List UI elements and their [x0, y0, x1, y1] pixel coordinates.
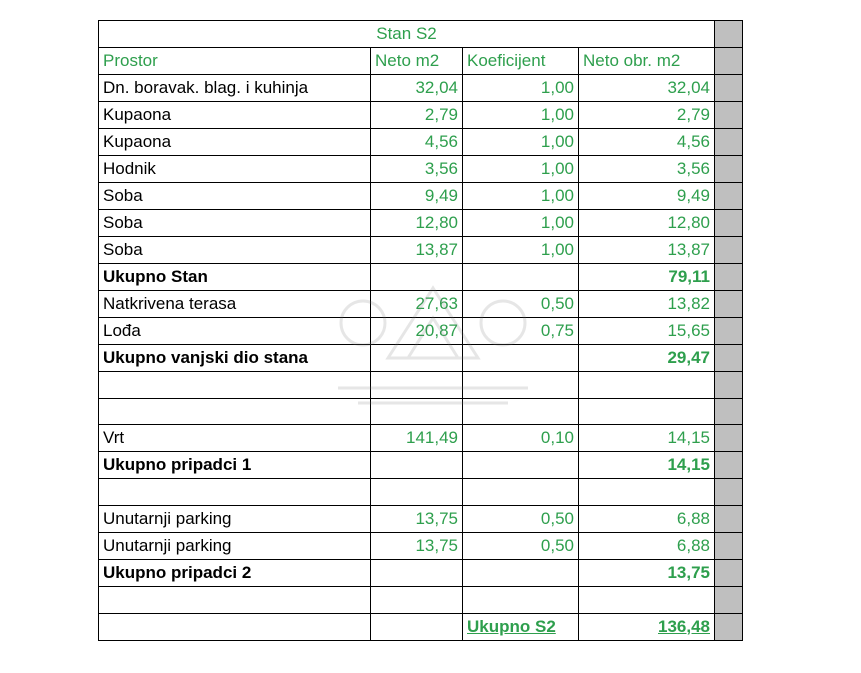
total-row — [99, 452, 743, 479]
empty-cell — [371, 452, 463, 479]
cell-neto-obr: 9,49 — [579, 183, 715, 210]
empty-row — [99, 398, 743, 425]
total-row — [99, 560, 743, 587]
empty-cell — [99, 398, 371, 425]
cell-neto: 20,87 — [371, 318, 463, 345]
empty-cell — [579, 398, 715, 425]
gray-column-cell — [715, 129, 743, 156]
empty-cell — [463, 479, 579, 506]
cell-total-value: 79,11 — [579, 264, 715, 291]
gray-column-cell — [715, 102, 743, 129]
empty-cell — [371, 560, 463, 587]
empty-cell — [371, 587, 463, 614]
cell-prostor: Soba — [99, 237, 371, 264]
cell-total-label: Ukupno pripadci 1 — [99, 452, 371, 479]
gray-column-cell — [715, 291, 743, 318]
empty-row — [99, 479, 743, 506]
gray-column-cell — [715, 237, 743, 264]
cell-prostor: Soba — [99, 210, 371, 237]
empty-cell — [579, 479, 715, 506]
grand-total-value: 136,48 — [579, 613, 715, 640]
cell-neto-obr: 12,80 — [579, 210, 715, 237]
empty-cell — [579, 587, 715, 614]
grand-total-label: Ukupno S2 — [463, 613, 579, 640]
cell-neto-obr: 13,82 — [579, 291, 715, 318]
cell-neto-obr: 3,56 — [579, 156, 715, 183]
gray-column-cell — [715, 398, 743, 425]
cell-total-label: Ukupno Stan — [99, 264, 371, 291]
cell-neto-obr: 4,56 — [579, 129, 715, 156]
cell-prostor: Hodnik — [99, 156, 371, 183]
empty-cell — [463, 560, 579, 587]
cell-prostor: Vrt — [99, 425, 371, 452]
table-row — [99, 129, 743, 156]
gray-column-cell — [715, 425, 743, 452]
table-row — [99, 183, 743, 210]
header-neto: Neto m2 — [371, 48, 463, 75]
gray-column-cell — [715, 560, 743, 587]
empty-cell — [463, 452, 579, 479]
cell-neto: 141,49 — [371, 425, 463, 452]
cell-neto-obr: 13,87 — [579, 237, 715, 264]
table-row — [99, 237, 743, 264]
cell-koeficijent: 1,00 — [463, 210, 579, 237]
empty-cell — [463, 345, 579, 372]
empty-cell — [371, 372, 463, 399]
cell-prostor: Kupaona — [99, 102, 371, 129]
gray-column-cell — [715, 183, 743, 210]
cell-koeficijent: 1,00 — [463, 129, 579, 156]
cell-neto-obr: 32,04 — [579, 75, 715, 102]
empty-row — [99, 372, 743, 399]
gray-column-cell — [715, 210, 743, 237]
table-row — [99, 156, 743, 183]
gray-column-cell — [715, 345, 743, 372]
cell-neto-obr: 15,65 — [579, 318, 715, 345]
cell-neto: 27,63 — [371, 291, 463, 318]
cell-neto: 13,75 — [371, 506, 463, 533]
cell-neto: 9,49 — [371, 183, 463, 210]
total-row — [99, 345, 743, 372]
gray-column-cell — [715, 372, 743, 399]
cell-koeficijent: 1,00 — [463, 183, 579, 210]
empty-cell — [371, 479, 463, 506]
title-row — [99, 21, 743, 48]
empty-cell — [99, 372, 371, 399]
table-row — [99, 506, 743, 533]
cell-neto-obr: 2,79 — [579, 102, 715, 129]
empty-cell — [371, 613, 463, 640]
header-koeficijent: Koeficijent — [463, 48, 579, 75]
cell-neto: 4,56 — [371, 129, 463, 156]
gray-column-cell — [715, 75, 743, 102]
empty-cell — [463, 587, 579, 614]
total-row — [99, 264, 743, 291]
gray-column-cell — [715, 452, 743, 479]
cell-prostor: Natkrivena terasa — [99, 291, 371, 318]
gray-column-cell — [715, 21, 743, 48]
empty-cell — [463, 398, 579, 425]
cell-koeficijent: 0,75 — [463, 318, 579, 345]
gray-column-cell — [715, 318, 743, 345]
header-prostor: Prostor — [99, 48, 371, 75]
cell-total-value: 13,75 — [579, 560, 715, 587]
cell-koeficijent: 1,00 — [463, 75, 579, 102]
header-neto-obr: Neto obr. m2 — [579, 48, 715, 75]
table-row — [99, 318, 743, 345]
empty-cell — [371, 345, 463, 372]
gray-column-cell — [715, 613, 743, 640]
cell-koeficijent: 1,00 — [463, 102, 579, 129]
cell-neto: 13,87 — [371, 237, 463, 264]
cell-neto-obr: 6,88 — [579, 533, 715, 560]
cell-neto-obr: 6,88 — [579, 506, 715, 533]
cell-neto: 12,80 — [371, 210, 463, 237]
cell-neto: 3,56 — [371, 156, 463, 183]
cell-koeficijent: 0,50 — [463, 291, 579, 318]
table-row — [99, 425, 743, 452]
empty-cell — [99, 613, 371, 640]
empty-cell — [371, 398, 463, 425]
cell-neto: 2,79 — [371, 102, 463, 129]
gray-column-cell — [715, 48, 743, 75]
gray-column-cell — [715, 587, 743, 614]
cell-prostor: Unutarnji parking — [99, 506, 371, 533]
cell-total-value: 14,15 — [579, 452, 715, 479]
gray-column-cell — [715, 156, 743, 183]
cell-total-label: Ukupno vanjski dio stana — [99, 345, 371, 372]
table-row — [99, 102, 743, 129]
empty-cell — [463, 264, 579, 291]
gray-column-cell — [715, 533, 743, 560]
empty-cell — [371, 264, 463, 291]
table-row — [99, 291, 743, 318]
cell-koeficijent: 1,00 — [463, 237, 579, 264]
cell-koeficijent: 0,50 — [463, 533, 579, 560]
cell-koeficijent: 0,50 — [463, 506, 579, 533]
header-row — [99, 48, 743, 75]
empty-cell — [463, 372, 579, 399]
gray-column-cell — [715, 506, 743, 533]
cell-prostor: Soba — [99, 183, 371, 210]
empty-cell — [579, 372, 715, 399]
cell-prostor: Unutarnji parking — [99, 533, 371, 560]
cell-prostor: Lođa — [99, 318, 371, 345]
cell-neto-obr: 14,15 — [579, 425, 715, 452]
cell-prostor: Dn. boravak. blag. i kuhinja — [99, 75, 371, 102]
spreadsheet-table — [98, 20, 742, 641]
table-title: Stan S2 — [99, 21, 715, 48]
cell-koeficijent: 1,00 — [463, 156, 579, 183]
table-row — [99, 533, 743, 560]
gray-column-cell — [715, 479, 743, 506]
table-row — [99, 75, 743, 102]
empty-cell — [99, 587, 371, 614]
cell-neto: 32,04 — [371, 75, 463, 102]
cell-neto: 13,75 — [371, 533, 463, 560]
empty-cell — [99, 479, 371, 506]
cell-prostor: Kupaona — [99, 129, 371, 156]
empty-row — [99, 587, 743, 614]
cell-total-label: Ukupno pripadci 2 — [99, 560, 371, 587]
cell-koeficijent: 0,10 — [463, 425, 579, 452]
gray-column-cell — [715, 264, 743, 291]
grand-total-row — [99, 613, 743, 640]
table-row — [99, 210, 743, 237]
cell-total-value: 29,47 — [579, 345, 715, 372]
